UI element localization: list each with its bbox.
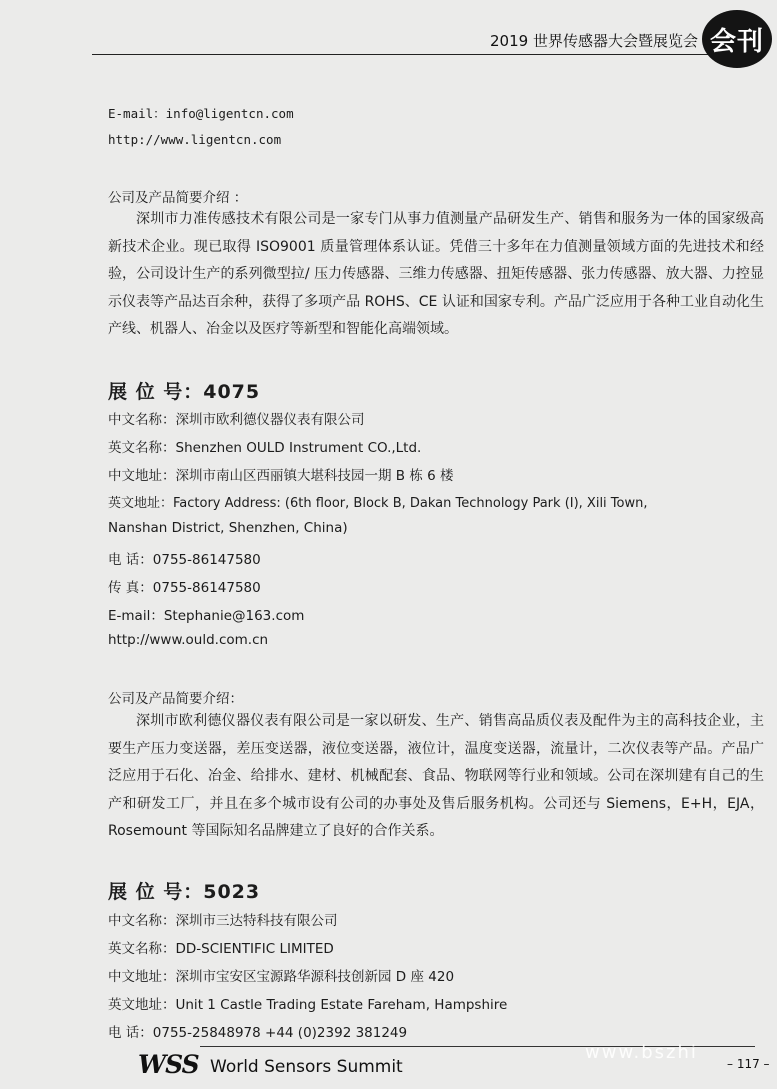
intro1-body: 深圳市力准传感技术有限公司是一家专门从事力值测量产品研发生产、销售和服务为一体的国家级高新技术企业。现已取得 ISO9001 质量管理体系认证。凭借三十多年在力值测量领域方面的先进技术和经验，公司设计生产的系列微型拉/ 压力传感器、三维力传感器、扭矩传感器、张力传感器、放大器、力控显示仪表等产品达百余种，获得了多项产品 ROHS、CE 认证和国家专利。产品广泛应用于各种工业自动化生产线、机器人、冶金以及医疗等新型和智能化高端领域。 <box>108 211 764 338</box>
catalog-badge: 会刊 <box>702 10 772 68</box>
booth1-email: E-mail：Stephanie@163.com <box>108 608 305 624</box>
booth1-en-name: 英文名称：Shenzhen OULD Instrument CO.,Ltd. <box>108 440 422 456</box>
booth2-cn-address: 中文地址：深圳市宝安区宝源路华源科技创新园 D 座 420 <box>108 969 455 985</box>
booth1-cn-address: 中文地址：深圳市南山区西丽镇大堪科技园一期 B 栋 6 楼 <box>108 468 454 484</box>
booth1-title: 展 位 号：4075 <box>108 381 261 403</box>
booth1-en-address: 英文地址：Factory Address: (6th floor, Block B, Dakan Technology Park (Ⅰ), Xili Town, <box>108 496 648 511</box>
header-title: 2019 世界传感器大会暨展览会 <box>490 32 698 50</box>
footer-event-name: World Sensors Summit <box>210 1057 403 1077</box>
intro2-heading: 公司及产品简要介绍： <box>108 691 243 707</box>
top-email: E-mail：info@ligentcn.com <box>108 106 294 121</box>
top-website: http://www.ligentcn.com <box>108 132 282 147</box>
wss-logo: WSS <box>138 1050 199 1079</box>
header-divider <box>92 54 752 55</box>
booth1-fax: 传 真：0755-86147580 <box>108 580 261 596</box>
booth1-en-address-cont: Nanshan District, Shenzhen, China) <box>108 520 348 536</box>
booth1-cn-name: 中文名称：深圳市欧利德仪器仪表有限公司 <box>108 412 365 428</box>
booth2-en-name: 英文名称：DD-SCIENTIFIC LIMITED <box>108 941 334 957</box>
intro2-body: 深圳市欧利德仪器仪表有限公司是一家以研发、生产、销售高品质仪表及配件为主的高科技企业，主要生产压力变送器，差压变送器，液位变送器，液位计，温度变送器，流量计，二次仪表等产品。产品广泛应用于石化、冶金、给排水、建材、机械配套、食品、物联网等行业和领域。公司在深圳建有自己的生产和研发工厂，并且在多个城市设有公司的办事处及售后服务机构。公司还与 Siemens，E+H，EJA，Rosemount 等国际知名品牌建立了良好的合作关系。 <box>108 713 764 840</box>
watermark-text: www.bszhi <box>585 1042 698 1063</box>
booth1-phone: 电 话：0755-86147580 <box>108 552 261 568</box>
booth2-cn-name: 中文名称：深圳市三达特科技有限公司 <box>108 913 338 929</box>
booth2-title: 展 位 号：5023 <box>108 881 261 903</box>
booth2-en-address: 英文地址：Unit 1 Castle Trading Estate Fareham, Hampshire <box>108 997 508 1013</box>
intro1-heading: 公司及产品简要介绍 ： <box>108 190 248 206</box>
page-number: – 117 – <box>727 1057 770 1071</box>
booth1-website: http://www.ould.com.cn <box>108 632 269 648</box>
booth2-phone: 电 话：0755-25848978 +44 (0)2392 381249 <box>108 1025 408 1041</box>
